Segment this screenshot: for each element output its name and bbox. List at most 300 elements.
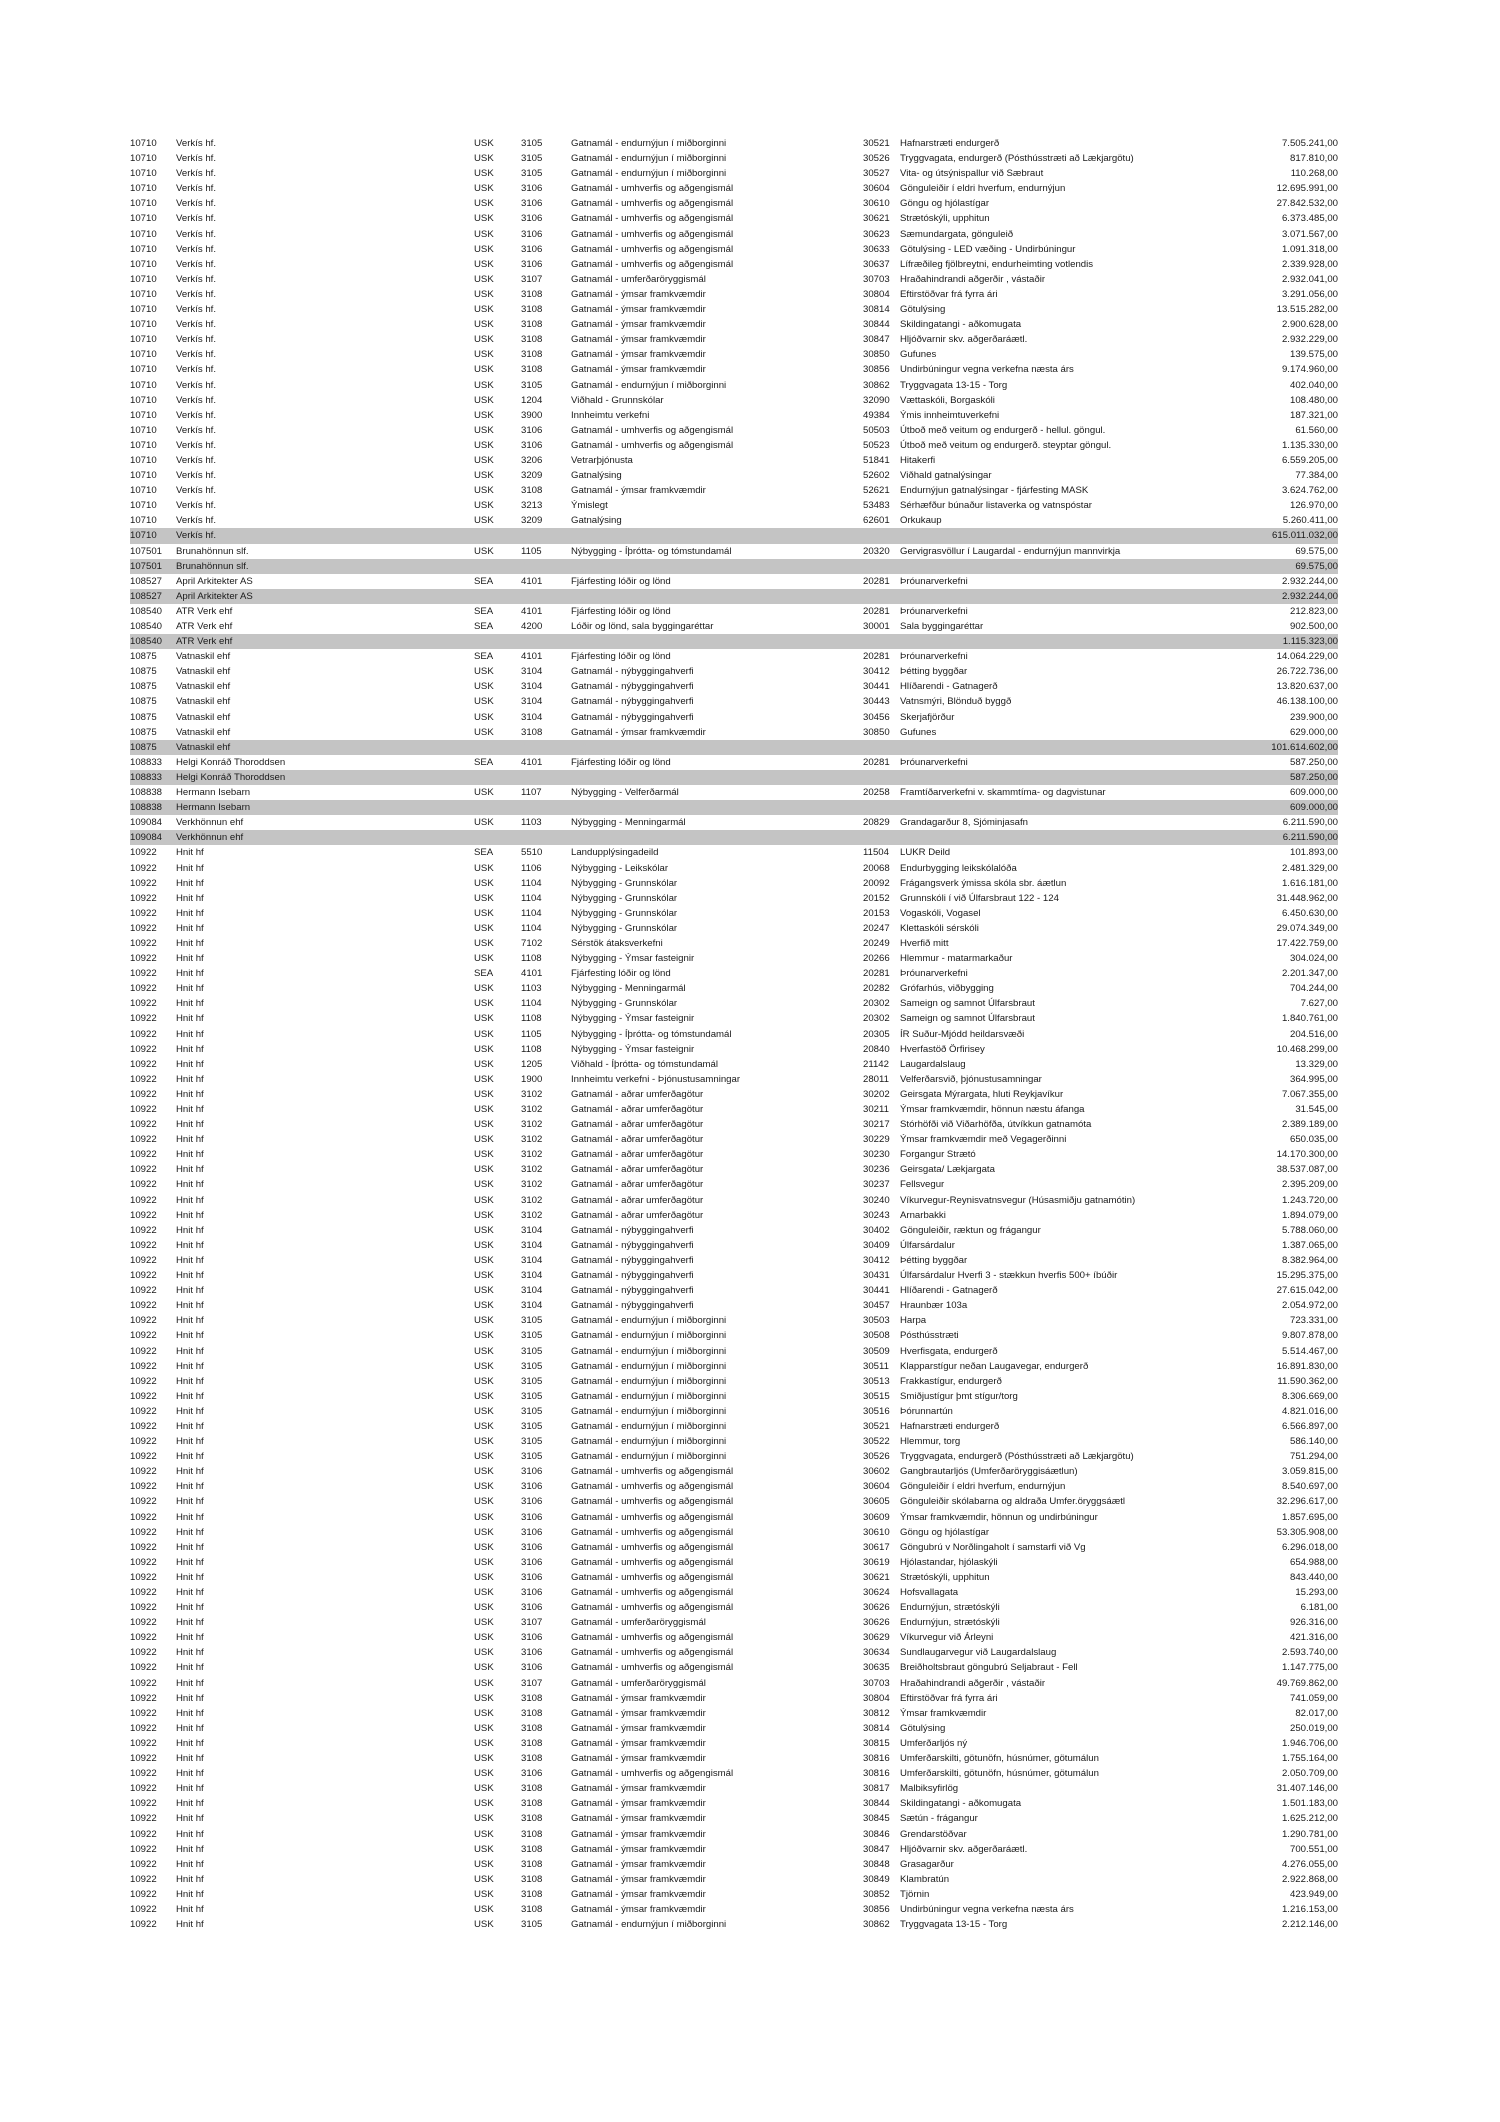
- cell-vendor-name: Verkís hf.: [176, 304, 216, 316]
- table-row: [130, 876, 1338, 891]
- cell-division: USK: [474, 1481, 494, 1493]
- cell-account-name: Gatnamál - nýbyggingahverfi: [571, 1270, 694, 1282]
- cell-project-id: 30511: [863, 1360, 889, 1372]
- cell-vendor-id: 10922: [130, 1602, 157, 1614]
- cell-vendor-id: 10922: [130, 1254, 157, 1266]
- cell-vendor-id: 10922: [130, 1149, 157, 1161]
- cell-amount: 7.505.241,00: [1281, 138, 1338, 149]
- cell-vendor-id: 10710: [130, 304, 157, 316]
- cell-account-name: Nýbygging - Grunnskólar: [571, 922, 678, 934]
- cell-account: 3106: [521, 439, 543, 451]
- cell-project-id: 30852: [863, 1888, 890, 1900]
- cell-account-name: Gatnamál - endurnýjun í miðborginni: [571, 153, 727, 165]
- table-row: [130, 951, 1338, 966]
- cell-account: 3108: [521, 1828, 543, 1840]
- cell-vendor-name: Vatnaskil ehf: [176, 726, 231, 738]
- cell-account-name: Fjárfesting lóðir og lönd: [571, 575, 671, 587]
- cell-division: SEA: [474, 968, 494, 980]
- table-row: [130, 725, 1338, 740]
- cell-account-name: Innheimtu verkefni: [571, 409, 650, 421]
- cell-division: USK: [474, 288, 494, 300]
- cell-vendor-id: 10922: [130, 1541, 157, 1553]
- cell-project-name: Frágangsverk ýmissa skóla sbr. áætlun: [900, 877, 1067, 889]
- table-row: [130, 996, 1338, 1011]
- cell-project-id: 30513: [863, 1375, 890, 1387]
- cell-account: 3105: [521, 138, 543, 149]
- cell-project-id: 30703: [863, 1677, 890, 1689]
- cell-account: 3105: [521, 1345, 543, 1357]
- cell-project-id: 30816: [863, 1753, 890, 1765]
- cell-division: USK: [474, 258, 494, 270]
- table-row: [130, 1645, 1338, 1660]
- cell-account-name: Gatnamál - endurnýjun í miðborginni: [571, 1405, 727, 1417]
- cell-account-name: Vetrarþjónusta: [571, 454, 633, 466]
- cell-vendor-id: 10922: [130, 953, 157, 965]
- cell-division: [474, 830, 521, 845]
- cell-amount: 31.407.146,00: [1276, 1783, 1338, 1795]
- cell-amount: 212.823,00: [1289, 605, 1338, 617]
- cell-amount: 4.821.016,00: [1281, 1405, 1338, 1417]
- cell-vendor-name: Verkís hf.: [176, 470, 216, 482]
- cell-project-id: 30629: [863, 1632, 890, 1644]
- cell-division: USK: [474, 1526, 494, 1538]
- cell-amount: 3.624.762,00: [1281, 485, 1338, 497]
- cell-project-id: 50523: [863, 439, 890, 451]
- cell-project-name: Fellsvegur: [900, 1179, 945, 1191]
- cell-project-id: 20153: [863, 907, 890, 919]
- table-row: [130, 710, 1338, 725]
- cell-account: 3104: [521, 696, 543, 708]
- cell-project-id: 30412: [863, 1254, 890, 1266]
- cell-vendor-name: Verkís hf.: [176, 439, 216, 451]
- cell-vendor-name: Hnit hf: [176, 1149, 204, 1161]
- table-row: [130, 378, 1338, 393]
- table-row: [130, 1872, 1338, 1887]
- cell-division: USK: [474, 500, 494, 512]
- cell-project-id: 30240: [863, 1194, 890, 1206]
- cell-project-name: Geirsgata/ Lækjargata: [900, 1164, 995, 1176]
- cell-amount: 1.147.775,00: [1281, 1662, 1338, 1674]
- cell-account-name: [571, 740, 863, 755]
- cell-project-id: 52602: [863, 470, 890, 482]
- cell-vendor-id: 10922: [130, 1677, 157, 1689]
- cell-project-name: Þróunarverkefni: [900, 575, 968, 587]
- cell-vendor-id: 10710: [130, 153, 157, 165]
- cell-amount: 15.293,00: [1295, 1587, 1338, 1598]
- cell-project-id: 20281: [863, 756, 890, 768]
- table-row: [130, 694, 1338, 709]
- cell-vendor-name: Hnit hf: [176, 862, 204, 874]
- cell-amount: 586.140,00: [1289, 1436, 1338, 1448]
- cell-vendor-name: Hnit hf: [176, 1632, 204, 1644]
- cell-vendor-name: Hnit hf: [176, 1647, 204, 1659]
- cell-amount: 204.516,00: [1289, 1028, 1338, 1040]
- cell-account-name: Nýbygging - Íþrótta- og tómstundamál: [571, 1028, 732, 1040]
- cell-account: 3104: [521, 1300, 543, 1312]
- cell-project-name: Endurnýjun, strætóskýli: [900, 1617, 1000, 1629]
- cell-amount: 250.019,00: [1289, 1722, 1338, 1734]
- cell-division: USK: [474, 545, 494, 557]
- cell-project-id: 30846: [863, 1828, 890, 1840]
- cell-vendor-id: 10875: [130, 696, 157, 708]
- cell-project-name: Viðhald gatnalýsingar: [900, 470, 992, 482]
- cell-project-name: Sameign og samnot Úlfarsbraut: [900, 1013, 1035, 1025]
- cell-vendor-name: Verkís hf.: [176, 364, 216, 376]
- cell-vendor-name: Hnit hf: [176, 1843, 204, 1855]
- cell-vendor-id: 10922: [130, 1888, 157, 1900]
- cell-account: 3105: [521, 1436, 543, 1448]
- cell-account: 3105: [521, 1420, 543, 1432]
- cell-account: 3108: [521, 1903, 543, 1915]
- cell-project-name: Ýmis innheimtuverkefni: [900, 409, 1000, 421]
- subtotal-row: [130, 830, 1338, 845]
- cell-project-name: Víkurvegur við Árleyni: [900, 1632, 994, 1644]
- cell-project-id: 30526: [863, 153, 890, 165]
- cell-account-name: Gatnamál - nýbyggingahverfi: [571, 711, 694, 723]
- cell-project-id: 51841: [863, 454, 890, 466]
- cell-vendor-id: 10710: [130, 515, 157, 527]
- cell-project-name: Hraðahindrandi aðgerðir , vástaðir: [900, 1677, 1046, 1689]
- cell-account: 3105: [521, 1315, 543, 1327]
- cell-division: [474, 634, 521, 649]
- table-row: [130, 574, 1338, 589]
- table-row: [130, 1630, 1338, 1645]
- cell-division: [474, 528, 521, 543]
- cell-account-name: Gatnamál - aðrar umferðagötur: [571, 1119, 704, 1131]
- cell-account-name: Gatnamál - umhverfis og aðgengismál: [571, 1496, 734, 1508]
- cell-division: USK: [474, 213, 494, 225]
- subtotal-row: [130, 800, 1338, 815]
- cell-vendor-name: Hnit hf: [176, 1300, 204, 1312]
- cell-account: 3106: [521, 258, 543, 270]
- table-row: [130, 408, 1338, 423]
- cell-vendor-id: 10922: [130, 907, 157, 919]
- cell-vendor-id: 10922: [130, 1285, 157, 1297]
- cell-division: USK: [474, 334, 494, 346]
- cell-account: [521, 528, 571, 543]
- cell-amount: 13.820.637,00: [1276, 681, 1338, 693]
- cell-vendor-id: 10710: [130, 168, 157, 180]
- cell-vendor-id: 10922: [130, 862, 157, 874]
- cell-division: USK: [474, 1617, 494, 1629]
- cell-amount: 8.306.669,00: [1281, 1390, 1338, 1402]
- table-row: [130, 1660, 1338, 1675]
- cell-division: [474, 559, 521, 574]
- table-row: [130, 1193, 1338, 1208]
- cell-account-name: Gatnamál - ýmsar framkvæmdir: [571, 1888, 706, 1900]
- cell-amount: 6.181,00: [1300, 1602, 1338, 1614]
- table-row: [130, 1600, 1338, 1615]
- cell-project-id: [863, 800, 900, 815]
- cell-amount: 12.695.991,00: [1276, 183, 1338, 195]
- cell-vendor-name: Hnit hf: [176, 1526, 204, 1538]
- cell-project-id: 30817: [863, 1783, 890, 1795]
- cell-account-name: Nýbygging - Íþrótta- og tómstundamál: [571, 545, 732, 557]
- cell-vendor-id: 10922: [130, 1104, 157, 1115]
- cell-project-id: 30617: [863, 1541, 890, 1553]
- cell-division: USK: [474, 1360, 494, 1372]
- cell-vendor-name: Hnit hf: [176, 1813, 204, 1825]
- cell-vendor-id: 10922: [130, 1662, 157, 1674]
- cell-project-name: Grófarhús, viðbygging: [900, 983, 994, 995]
- cell-project-id: 30457: [863, 1300, 890, 1312]
- cell-vendor-id: 10922: [130, 1043, 157, 1055]
- cell-vendor-name: Hnit hf: [176, 1104, 204, 1115]
- cell-amount: 2.201.347,00: [1281, 968, 1338, 980]
- cell-vendor-name: Hnit hf: [176, 1919, 204, 1931]
- cell-project-id: 30634: [863, 1647, 890, 1659]
- cell-vendor-id: 107501: [130, 545, 163, 557]
- cell-vendor-name: ATR Verk ehf: [176, 621, 233, 632]
- cell-division: USK: [474, 1043, 494, 1055]
- cell-vendor-name: Hnit hf: [176, 1239, 204, 1251]
- cell-division: USK: [474, 454, 494, 466]
- cell-project-id: 30862: [863, 1919, 890, 1931]
- table-row: [130, 393, 1338, 408]
- cell-vendor-id: 10922: [130, 1390, 157, 1402]
- cell-vendor-name: Hnit hf: [176, 1541, 204, 1553]
- cell-project-name: Eftirstöðvar frá fyrra ári: [900, 1692, 998, 1704]
- cell-account: 7102: [521, 937, 543, 949]
- cell-vendor-name: Hermann Isebarn: [176, 802, 251, 814]
- cell-project-id: 20281: [863, 605, 890, 617]
- cell-vendor-name: Hermann Isebarn: [176, 787, 251, 799]
- cell-division: USK: [474, 1556, 494, 1568]
- cell-project-name: Pósthússtræti: [900, 1330, 959, 1342]
- table-row: [130, 861, 1338, 876]
- cell-account: 3104: [521, 1224, 543, 1236]
- table-row: [130, 347, 1338, 362]
- cell-project-id: 30230: [863, 1149, 890, 1161]
- cell-account: 3105: [521, 1360, 543, 1372]
- cell-account-name: Sérstök átaksverkefni: [571, 937, 663, 949]
- cell-vendor-id: 10922: [130, 1737, 157, 1749]
- cell-vendor-name: Vatnaskil ehf: [176, 651, 231, 663]
- cell-vendor-id: 10922: [130, 1722, 157, 1734]
- cell-account: 3106: [521, 1541, 543, 1553]
- cell-vendor-name: ATR Verk ehf: [176, 636, 233, 648]
- cell-vendor-name: Hnit hf: [176, 1556, 204, 1568]
- subtotal-row: [130, 740, 1338, 755]
- cell-amount: 31.448.962,00: [1276, 892, 1338, 904]
- cell-account-name: Gatnamál - nýbyggingahverfi: [571, 1300, 694, 1312]
- cell-amount: 1.216.153,00: [1281, 1903, 1338, 1915]
- cell-vendor-id: 10922: [130, 1873, 157, 1885]
- cell-vendor-name: Verkís hf.: [176, 500, 216, 512]
- cell-account-name: [571, 830, 863, 845]
- cell-division: USK: [474, 1315, 494, 1327]
- cell-vendor-name: Hnit hf: [176, 1345, 204, 1357]
- cell-account: 3106: [521, 1556, 543, 1568]
- cell-division: USK: [474, 862, 494, 874]
- cell-account-name: Gatnamál - ýmsar framkvæmdir: [571, 1828, 706, 1840]
- cell-division: USK: [474, 1345, 494, 1357]
- table-row: [130, 1374, 1338, 1389]
- cell-amount: 1.625.212,00: [1281, 1813, 1338, 1825]
- cell-vendor-id: 10922: [130, 1164, 157, 1176]
- cell-account: 1106: [521, 862, 542, 874]
- cell-account-name: Gatnamál - aðrar umferðagötur: [571, 1134, 704, 1146]
- cell-account: 3108: [521, 319, 543, 331]
- cell-vendor-name: April Arkitekter AS: [176, 575, 253, 587]
- cell-project-id: [863, 770, 900, 785]
- cell-amount: 5.788.060,00: [1281, 1224, 1338, 1236]
- cell-vendor-id: 10710: [130, 273, 157, 285]
- table-row: [130, 1344, 1338, 1359]
- cell-vendor-name: Verkís hf.: [176, 228, 216, 240]
- cell-account-name: Gatnamál - umhverfis og aðgengismál: [571, 1647, 734, 1659]
- cell-project-name: Arnarbakki: [900, 1209, 946, 1221]
- cell-vendor-id: 10710: [130, 243, 157, 255]
- cell-project-name: Sæmundargata, gönguleið: [900, 228, 1014, 240]
- table-row: [130, 966, 1338, 981]
- cell-account: 3106: [521, 1496, 543, 1508]
- cell-division: USK: [474, 1571, 494, 1583]
- table-row: [130, 1449, 1338, 1464]
- cell-amount: 609.000,00: [1289, 787, 1338, 799]
- table-row: [130, 136, 1338, 151]
- cell-division: USK: [474, 787, 494, 799]
- cell-project-name: Klapparstígur neðan Laugavegar, endurgerð: [900, 1360, 1089, 1372]
- cell-account-name: Fjárfesting lóðir og lönd: [571, 756, 671, 768]
- cell-vendor-name: Vatnaskil ehf: [176, 741, 231, 753]
- cell-project-name: Hverfisgata, endurgerð: [900, 1345, 998, 1357]
- cell-vendor-id: 10922: [130, 1556, 157, 1568]
- cell-division: USK: [474, 1073, 494, 1085]
- cell-account-name: Gatnamál - ýmsar framkvæmdir: [571, 1903, 706, 1915]
- cell-account-name: Gatnamál - umhverfis og aðgengismál: [571, 1602, 734, 1614]
- table-row: [130, 242, 1338, 257]
- cell-division: USK: [474, 877, 494, 889]
- cell-project-name: LUKR Deild: [900, 847, 951, 859]
- cell-project-name: Gangbrautarljós (Umferðaröryggisáætlun): [900, 1466, 1078, 1478]
- cell-account-name: Gatnamál - nýbyggingahverfi: [571, 666, 694, 678]
- cell-project-name: Hlíðarendi - Gatnagerð: [900, 1285, 998, 1297]
- cell-account: 3105: [521, 1919, 543, 1931]
- cell-project-name: Hverfastöð Örfirisey: [900, 1043, 985, 1055]
- cell-vendor-id: 10922: [130, 1405, 157, 1417]
- cell-division: USK: [474, 243, 494, 255]
- cell-vendor-name: Hnit hf: [176, 1436, 204, 1448]
- cell-project-id: 20281: [863, 651, 890, 663]
- cell-account: 1104: [521, 998, 542, 1010]
- cell-account-name: Nýbygging - Leikskólar: [571, 862, 669, 874]
- cell-amount: 6.211.590,00: [1282, 832, 1338, 844]
- cell-vendor-name: Hnit hf: [176, 1179, 204, 1191]
- table-row: [130, 468, 1338, 483]
- cell-vendor-name: Hnit hf: [176, 1360, 204, 1372]
- cell-vendor-id: 109084: [130, 817, 163, 829]
- cell-vendor-name: Hnit hf: [176, 983, 204, 995]
- cell-vendor-name: Hnit hf: [176, 1224, 204, 1236]
- cell-division: USK: [474, 1466, 494, 1478]
- cell-division: USK: [474, 1209, 494, 1221]
- cell-account: 3108: [521, 1722, 543, 1734]
- cell-account: 3108: [521, 1843, 543, 1855]
- cell-account: 3102: [521, 1209, 543, 1221]
- table-row: [130, 1132, 1338, 1147]
- cell-project-name: Hofsvallagata: [900, 1587, 959, 1598]
- cell-account-name: Gatnamál - umhverfis og aðgengismál: [571, 1541, 734, 1553]
- cell-vendor-id: 10922: [130, 1315, 157, 1327]
- cell-vendor-id: 10875: [130, 741, 157, 753]
- cell-vendor-name: Hnit hf: [176, 1828, 204, 1840]
- cell-division: USK: [474, 1194, 494, 1206]
- cell-amount: 741.059,00: [1289, 1692, 1338, 1704]
- cell-amount: 11.590.362,00: [1277, 1375, 1338, 1387]
- cell-amount: 77.384,00: [1295, 470, 1338, 482]
- cell-account-name: Gatnamál - endurnýjun í miðborginni: [571, 1451, 727, 1463]
- cell-vendor-name: Verkís hf.: [176, 273, 216, 285]
- cell-division: USK: [474, 1753, 494, 1765]
- cell-project-id: 30703: [863, 273, 890, 285]
- cell-project-name: Þróunarverkefni: [900, 756, 968, 768]
- cell-account: 1108: [521, 1013, 542, 1025]
- cell-account-name: Gatnamál - aðrar umferðagötur: [571, 1209, 704, 1221]
- cell-amount: 1.115.323,00: [1282, 636, 1338, 648]
- cell-amount: 700.551,00: [1289, 1843, 1338, 1855]
- cell-amount: 14.170.300,00: [1276, 1149, 1338, 1161]
- cell-amount: 101.614.602,00: [1271, 741, 1338, 753]
- cell-account-name: Gatnamál - ýmsar framkvæmdir: [571, 349, 706, 361]
- cell-project-id: 30443: [863, 696, 890, 708]
- cell-vendor-id: 10922: [130, 1224, 157, 1236]
- cell-amount: 423.949,00: [1289, 1888, 1338, 1900]
- cell-account: 3107: [521, 1677, 543, 1689]
- cell-project-id: 30850: [863, 726, 890, 738]
- cell-account-name: [571, 770, 863, 785]
- cell-account-name: Fjárfesting lóðir og lönd: [571, 605, 671, 617]
- cell-account-name: Viðhald - Grunnskólar: [571, 394, 664, 406]
- table-row: [130, 1510, 1338, 1525]
- cell-vendor-name: Hnit hf: [176, 1270, 204, 1282]
- cell-account: 4101: [521, 605, 543, 617]
- cell-project-id: 30804: [863, 288, 890, 300]
- cell-vendor-id: 10710: [130, 198, 157, 210]
- cell-project-id: 30604: [863, 183, 890, 195]
- cell-project-id: 30456: [863, 711, 890, 723]
- table-row: [130, 272, 1338, 287]
- cell-account: 3104: [521, 681, 543, 693]
- cell-project-id: 53483: [863, 500, 890, 512]
- cell-vendor-name: Verkís hf.: [176, 530, 216, 542]
- table-row: [130, 1494, 1338, 1509]
- cell-account: 3108: [521, 288, 543, 300]
- cell-project-name: Gönguleiðir í eldri hverfum, endurnýjun: [900, 183, 1066, 195]
- cell-account: 3106: [521, 1647, 543, 1659]
- cell-account-name: Gatnamál - aðrar umferðagötur: [571, 1194, 704, 1206]
- cell-division: USK: [474, 1783, 494, 1795]
- cell-vendor-id: 10922: [130, 1783, 157, 1795]
- cell-vendor-id: 10922: [130, 1073, 157, 1085]
- table-row: [130, 1781, 1338, 1796]
- cell-project-name: Þróunarverkefni: [900, 651, 968, 663]
- cell-vendor-id: 108838: [130, 802, 163, 814]
- cell-project-name: Vogaskóli, Vogasel: [900, 907, 981, 919]
- cell-vendor-id: 10922: [130, 1239, 157, 1251]
- table-row: [130, 1857, 1338, 1872]
- cell-account-name: Gatnamál - umhverfis og aðgengismál: [571, 1632, 734, 1644]
- cell-project-name: [900, 589, 1200, 604]
- cell-project-id: [863, 589, 900, 604]
- cell-amount: 7.067.355,00: [1281, 1088, 1338, 1100]
- cell-division: USK: [474, 1239, 494, 1251]
- cell-account-name: [571, 800, 863, 815]
- cell-vendor-name: Verkís hf.: [176, 454, 216, 466]
- cell-amount: 1.290.781,00: [1281, 1828, 1338, 1840]
- cell-account: 1108: [521, 953, 542, 965]
- table-row: [130, 921, 1338, 936]
